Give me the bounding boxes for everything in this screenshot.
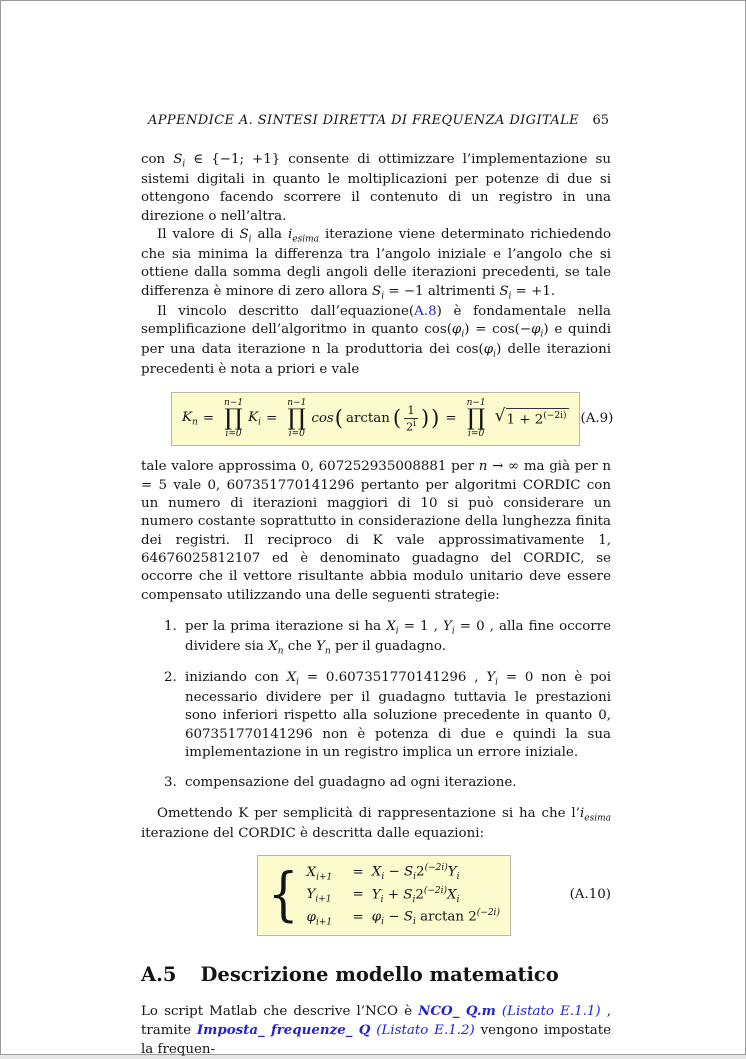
math-var: $S_i$	[372, 283, 385, 302]
list-item: 2. iniziando con $X_i = 0.607351770141296$ , $Y_i = 0$ non è poi necessario dividere per il guadagno tuttavia le prestazioni sono inferiori rispetto alla soluzione precedente in quanto 0, 607351770141296 non è potenza di due e quindi la sua implementazione in un registro implica un errore iniziale.	[164, 670, 611, 761]
equation-line-x: $X_{i+1}$ = $X_i - S_i2^{(-2i)}Y_i$	[306, 863, 460, 883]
math-var: $Y_n$	[316, 639, 331, 657]
math-var: $\varphi_i$	[531, 322, 544, 340]
link-imposta-frequenze-q[interactable]: Imposta_ frequenze_ Q	[196, 1022, 371, 1039]
list-item: 1. per la prima iterazione si ha $X_i = 1$ , $Y_i = 0$ , alla fine occorre dividere sia $X_n$ che $Y_n$ per il guadagno.	[164, 619, 611, 657]
running-header	[148, 113, 609, 128]
equation-a10	[257, 855, 511, 935]
cos-function: cos	[311, 410, 334, 426]
link-eq-a8[interactable]: A.8	[414, 303, 437, 319]
equation-tag-a10: (A.10)	[569, 887, 611, 903]
math-var: $i_{esima}$	[579, 805, 611, 824]
paragraph-vincolo: Il vincolo descritto dall’equazione(A.8) è fondamentale nella semplificazione dell’algoritmo in quanto $\cos(\varphi_i) = \cos(-\varphi_i)$ e quindi per una data iterazione n la produttoria dei $\cos(\varphi_i)$ delle iterazioni precedenti è nota a priori e vale	[141, 303, 612, 378]
arctan-function: arctan	[345, 410, 390, 426]
math-var: $\varphi_i$	[451, 322, 465, 340]
link-listato-e11[interactable]: (Listato E.1.1)	[501, 1004, 601, 1020]
equation-a9: $K_n$ = n−1 ∏ i=0 $K_i$ = n−1 ∏ i=0 cos ( arctan ( $\frac{1}{2^i}$ ) ) = n−1 ∏ i=0 √ $1 + 2^{(-2i)}$	[171, 392, 580, 447]
left-brace: {	[268, 861, 299, 929]
math-kn: $K_n$	[182, 409, 198, 428]
list-item: 3. compensazione del guadagno ad ogni iterazione.	[164, 774, 517, 790]
product-operator: n−1 ∏ i=0	[466, 397, 486, 439]
paragraph-si-optimization: con $S_i$ ∈ {−1; +1} consente di ottimizzare l’implementazione su sistemi digitali in quanto le moltiplicazioni per potenze di due si ottengono facendo scorrere il contenuto di un registro in una direzione o nell’altra.	[141, 152, 611, 224]
math-var: $X_n$	[268, 639, 284, 657]
product-operator: n−1 ∏ i=0	[287, 397, 307, 439]
header-title: APPENDICE A. SINTESI DIRETTA DI FREQUENZA DIGITALE	[148, 113, 580, 128]
math-var: $S_i$	[173, 152, 186, 170]
math-limit: n → ∞	[478, 459, 520, 475]
paragraph-si-value: Il valore di $S_i$ alla $i_{esima}$ iterazione viene determinato richiedendo che sia minima la differenza tra l’angolo iniziale e l’angolo che si ottiene dalla somma degli angoli delle iterazioni precedenti, se tale differenza è minore di zero allora $S_i = -1$ altrimenti $S_i = +1$.	[141, 227, 611, 302]
page-content	[141, 151, 614, 1059]
equation-line-y: $Y_{i+1}$ = $Y_i + S_i2^{(-2i)}X_i$	[306, 885, 460, 905]
strategies-list	[141, 618, 611, 792]
math-var: $S_i$	[239, 227, 252, 245]
math-ki: $K_i$	[248, 409, 262, 428]
paragraph-omettendo-k: Omettendo K per semplicità di rappresentazione si ha che $l’i_{esima}$ iterazione del CORDIC è descritta dalle equazioni:	[141, 805, 611, 841]
link-nco-qm[interactable]: NCO_ Q.m	[418, 1003, 496, 1020]
paragraph-matlab-script: Lo script Matlab che descrive l’NCO è NCO_ Q.m (Listato E.1.1) , tramite Imposta_ frequenze_ Q (Listato E.1.2) vengono impostate la frequen-	[141, 1003, 612, 1057]
math-var: $X_i$	[286, 670, 300, 688]
square-root: √ $1 + 2^{(-2i)}$	[495, 408, 570, 430]
math-var: $\varphi_i$	[483, 342, 497, 360]
math-var: $Y_i$	[486, 670, 499, 688]
product-operator: n−1 ∏ i=0	[224, 397, 244, 439]
math-var: $i_{esima}$	[287, 227, 319, 245]
equation-system	[268, 862, 500, 928]
math-var: $X_i$	[386, 619, 399, 637]
fraction: $\frac{1}{2^i}$	[406, 404, 416, 434]
section-number: A.5	[141, 962, 177, 986]
equation-tag-a9: (A.9)	[580, 410, 614, 426]
equation-line-phi: $\varphi_{i+1}$ = $\varphi_i - S_i$ $\arctan 2^{(-2i)}$	[306, 908, 500, 928]
section-heading-a5	[141, 964, 611, 985]
page-number: 65	[592, 113, 609, 128]
math-var: $S_i$	[499, 283, 512, 302]
equation-a10-row	[257, 855, 611, 935]
section-title: Descrizione modello matematico	[200, 962, 559, 986]
equation-a9-row	[171, 392, 614, 447]
link-listato-e12[interactable]: (Listato E.1.2)	[376, 1023, 475, 1039]
math-var: $Y_i$	[442, 619, 455, 637]
paragraph-cordic-gain: tale valore approssima 0, 607252935008881 per n → ∞ ma già per n = 5 vale 0, 607351770141296 pertanto per algoritmi CORDIC con un numero di iterazioni maggiori di 10 si può considerare un numero costante soprattutto in considerazione della lunghezza finita dei registri. Il reciproco di K vale approssimativamente 1, 64676025812107 ed è denominato guadagno del CORDIC, se occorre che il vettore risultante abbia modulo unitario deve essere compensato utilizzando una delle seguenti strategie:	[141, 459, 611, 603]
